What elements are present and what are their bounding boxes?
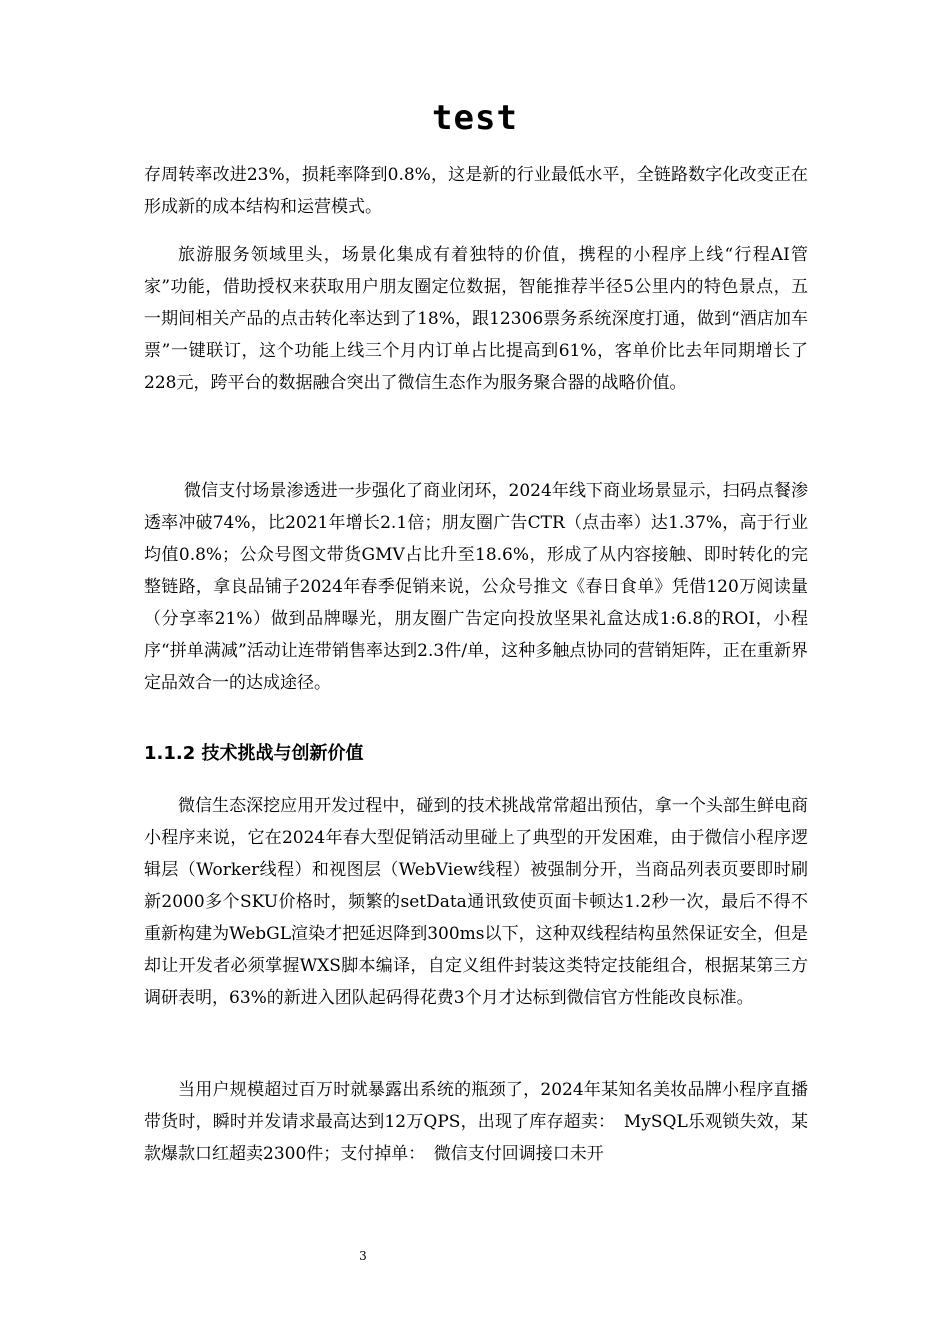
paragraph-continuation: 存周转率改进23%，损耗率降到0.8%，这是新的行业最低水平，全链路数字化改变正在形成新的成本结构和运营模式。 <box>144 165 808 217</box>
paragraph-technical-challenges: 微信生态深挖应用开发过程中，碰到的技术挑战常常超出预估，拿一个头部生鲜电商小程序来说，它在2024年春大型促销活动里碰上了典型的开发困难，由于微信小程序逻辑层（Worker线程）和视图层（WebView线程）被强制分开，当商品列表页要即时刷新2000多个SKU价格时，频繁的setData通讯致使页面卡顿达1.2秒一次，最后不得不重新构建为WebGL渲染才把延迟降到300ms以下，这种双线程结构虽然保证安全，但是却让开发者必须掌握WXS脚本编译，自定义组件封装这类特定技能组合，根据某第三方调研表明，63%的新进入团队起码得花费3个月才达标到微信官方性能改良标准。 <box>144 796 808 1008</box>
paragraph-wechat-pay: 微信支付场景渗透进一步强化了商业闭环，2024年线下商业场景显示，扫码点餐渗透率冲破74%，比2021年增长2.1倍；朋友圈广告CTR（点击率）达1.37%，高于行业均值0.8%；公众号图文带货GMV占比升至18.6%，形成了从内容接触、即时转化的完整链路，拿良品铺子2024年春季促销来说，公众号推文《春日食单》凭借120万阅读量（分享率21%）做到品牌曝光，朋友圈广告定向投放坚果礼盒达成1:6.8的ROI，小程序“拼单满减”活动让连带销售率达到2.3件/单，这种多触点协同的营销矩阵，正在重新界定品效合一的达成途径。 <box>144 481 808 693</box>
document-title: test <box>432 98 518 138</box>
paragraph-travel-services: 旅游服务领域里头，场景化集成有着独特的价值，携程的小程序上线“行程AI管家”功能，借助授权来获取用户朋友圈定位数据，智能推荐半径5公里内的特色景点，五一期间相关产品的点击转化率达到了18%，跟12306票务系统深度打通，做到“酒店加车票”一键联订，这个功能上线三个月内订单占比提高到61%，客单价比去年同期增长了228元，跨平台的数据融合突出了微信生态作为服务聚合器的战略价值。 <box>144 245 808 393</box>
paragraph-system-bottleneck: 当用户规模超过百万时就暴露出系统的瓶颈了，2024年某知名美妆品牌小程序直播带货时，瞬时并发请求最高达到12万QPS，出现了库存超卖： MySQL乐观锁失效，某款爆款口红超卖2300件；支付掉单： 微信支付回调接口未开 <box>144 1080 808 1164</box>
page-number: 3 <box>359 1249 367 1263</box>
section-heading: 1.1.2 技术挑战与创新价值 <box>144 743 364 764</box>
